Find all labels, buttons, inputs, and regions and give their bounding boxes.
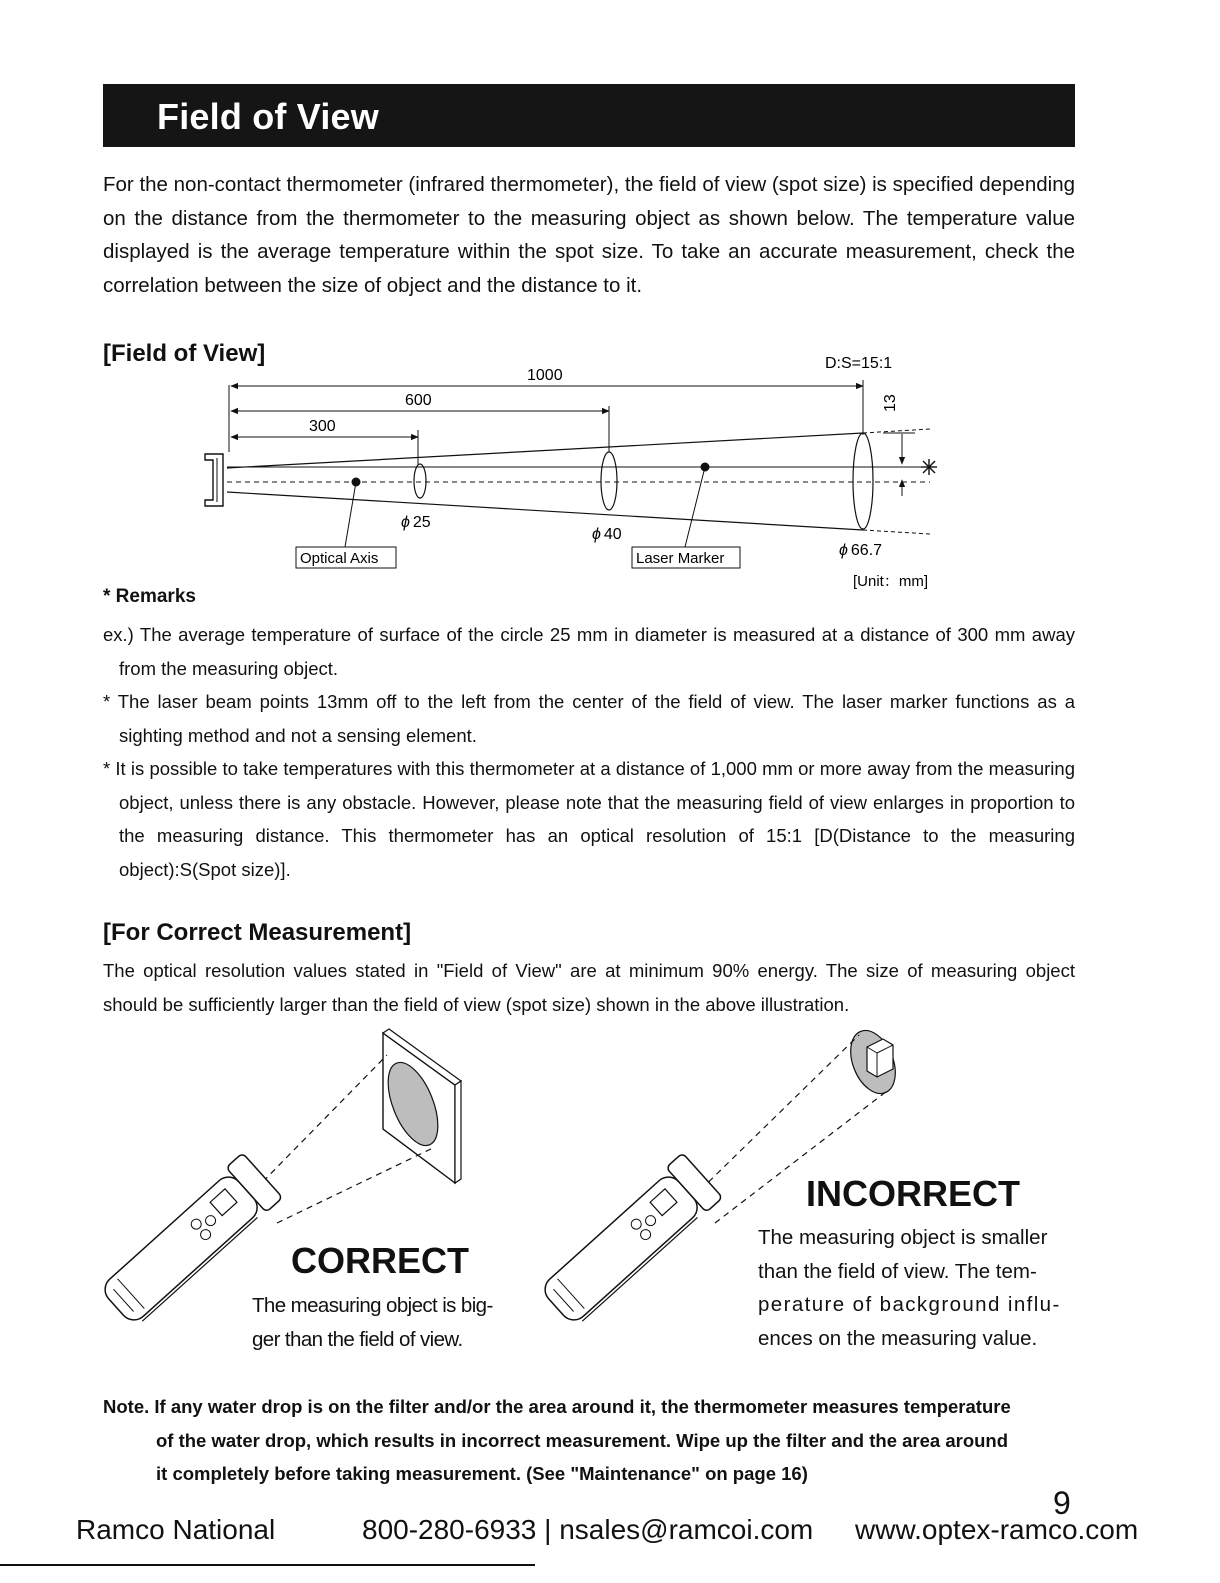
- water-drop-note: Note. If any water drop is on the filter and/or the area around it, the thermometer measures temperature of the water drop, which results in incorrect measurement. Wipe up the filter and the area around it completely before taking measurement. (See "Maintenance" on page 16): [103, 1396, 1011, 1484]
- remark-item: * The laser beam points 13mm off to the left from the center of the field of view. The laser marker functions as a sighting method and not a sensing element.: [103, 691, 1075, 746]
- incorrect-label: INCORRECT: [806, 1173, 1020, 1214]
- thermometer-icon: [536, 1153, 723, 1329]
- diameter-25-label: ϕ 25: [401, 514, 431, 531]
- footer-website[interactable]: www.optex-ramco.com: [855, 1514, 1139, 1545]
- spot-ellipse-667: [853, 433, 873, 529]
- fov-heading: [Field of View]: [103, 340, 266, 367]
- correct-measurement-heading: [For Correct Measurement]: [103, 919, 412, 946]
- cone-upper-edge: [227, 433, 863, 468]
- laser-marker-label: Laser Marker: [636, 550, 725, 567]
- intro-paragraph: For the non-contact thermometer (infrared thermometer), the field of view (spot size) is specified depending on the distance from the thermometer to the measuring object as shown below. The temperature value displayed is the average temperature within the spot size. To take an accurate measurement, check the correlation between the size of object and the distance to it.: [103, 173, 1075, 297]
- incorrect-description: The measuring object is smaller than the field of view. The tem- perature of background influ- ences on the measuring value.: [758, 1226, 1061, 1350]
- correct-description: The measuring object is big- ger than the field of view.: [252, 1294, 493, 1351]
- remarks-heading: * Remarks: [103, 586, 196, 607]
- title-bar: [103, 84, 1075, 147]
- optical-axis-label: Optical Axis: [300, 550, 379, 567]
- correct-measurement-text: The optical resolution values stated in "Field of View" are at minimum 90% energy. The size of measuring object should be sufficiently larger than the field of view (spot size) shown in the above illustration.: [103, 960, 1075, 1015]
- footer-company: Ramco National: [76, 1514, 276, 1545]
- remark-item: ex.) The average temperature of surface of the circle 25 mm in diameter is measured at a distance of 300 mm away from the measuring object.: [103, 624, 1075, 679]
- remark-item: * It is possible to take temperatures with this thermometer at a distance of 1,000 mm or more away from the measuring object, unless there is any obstacle. However, please note that the measuring field of view enlarges in proportion to the measuring distance. This thermometer has an optical resolution of 15:1 [D(Distance to the measuring object):S(Spot size)].: [103, 758, 1075, 880]
- page-title: Field of View: [157, 96, 379, 137]
- correct-label: CORRECT: [291, 1240, 469, 1281]
- dim-label-300: 300: [309, 418, 336, 435]
- large-target-panel-icon: [378, 1029, 461, 1183]
- thermometer-body: [205, 454, 223, 506]
- small-target-icon: [842, 1025, 904, 1100]
- spot-ellipse-40: [601, 452, 617, 510]
- footer-divider: [0, 1564, 535, 1566]
- diameter-667-label: ϕ 66.7: [839, 542, 883, 559]
- field-of-view-diagram: [195, 340, 955, 590]
- offset-label: 13: [882, 394, 899, 412]
- ratio-label: D:S=15:1: [825, 355, 893, 372]
- footer-contact: 800-280-6933 | nsales@ramcoi.com: [362, 1514, 814, 1545]
- remarks-list: [103, 618, 1075, 886]
- spot-ellipse-25: [414, 464, 426, 498]
- dim-label-600: 600: [405, 392, 432, 409]
- dim-label-1000: 1000: [527, 367, 563, 384]
- diameter-40-label: ϕ 40: [592, 526, 622, 543]
- laser-star-icon: [921, 459, 937, 475]
- page-number: 9: [1053, 1485, 1071, 1521]
- cone-lower-edge: [227, 492, 863, 530]
- unit-label: [Unit：mm]: [853, 573, 929, 590]
